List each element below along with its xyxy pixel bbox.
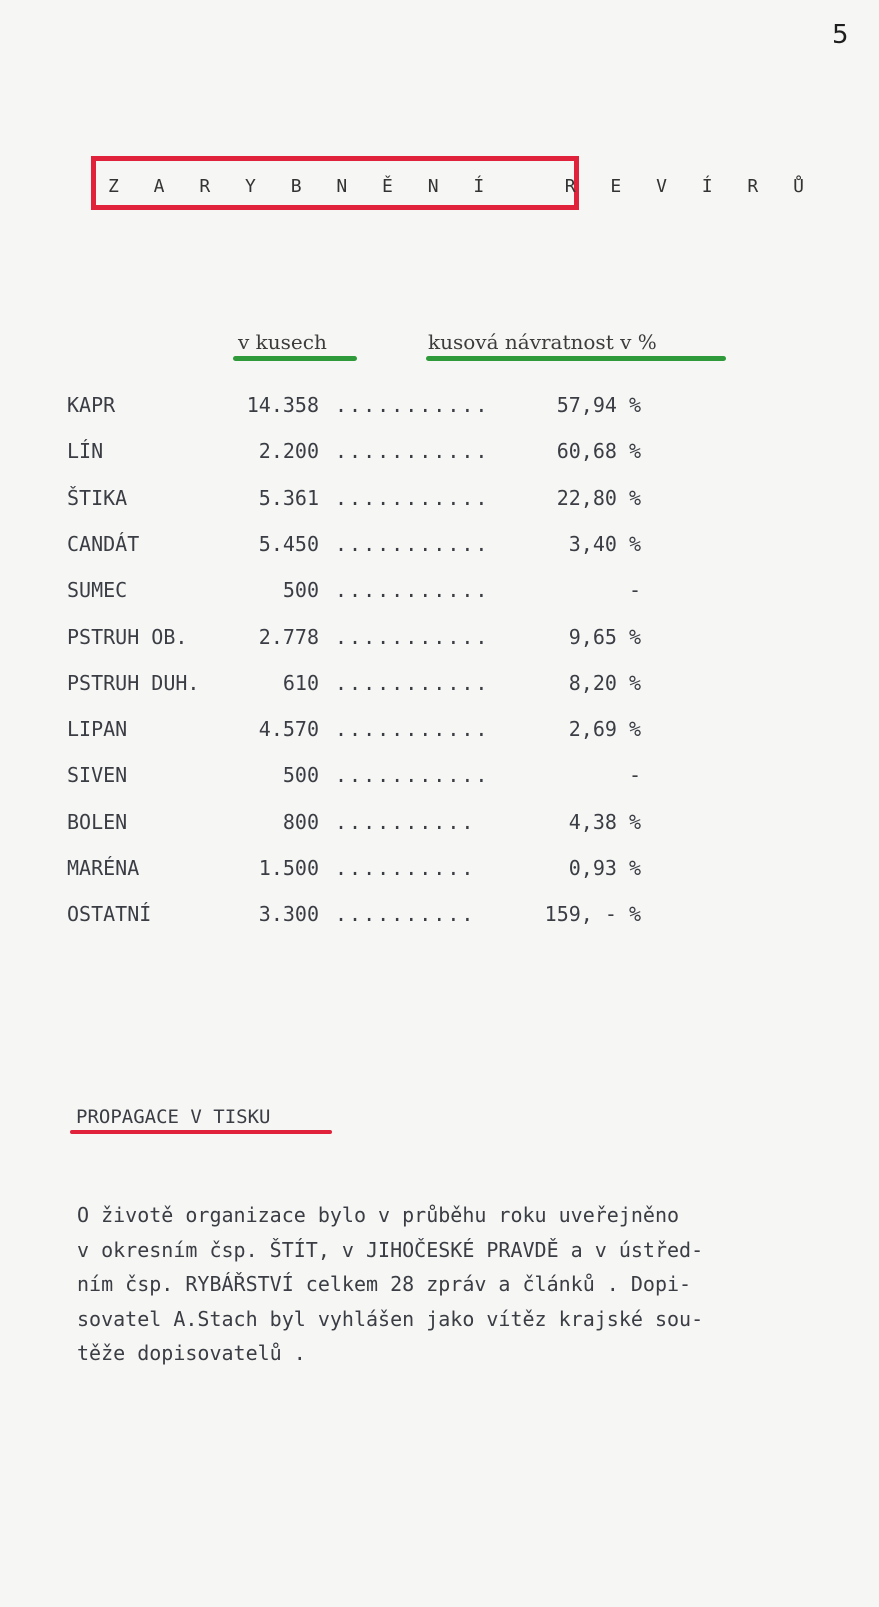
leader-dots: ........... <box>335 763 490 788</box>
header-return-underline <box>426 356 726 361</box>
table-row <box>0 439 879 469</box>
leader-dots: ........... <box>335 717 490 742</box>
fish-name: ŠTIKA <box>67 485 128 510</box>
table-row <box>0 625 879 655</box>
leader-dots: ........... <box>335 670 490 695</box>
fish-name: LIPAN <box>67 717 128 742</box>
table-row <box>0 902 879 932</box>
leader-dots: ........... <box>335 531 490 556</box>
stocked-count: 500 <box>282 578 319 603</box>
page-title: Z A R Y B N Ě N Í R E V Í R Ů <box>108 176 816 197</box>
table-row <box>0 763 879 793</box>
table-row <box>0 810 879 840</box>
fish-name: MARÉNA <box>67 856 140 880</box>
stocked-count: 5.450 <box>258 531 319 556</box>
leader-dots: ........... <box>335 485 490 510</box>
leader-dots: .......... <box>335 809 476 834</box>
leader-dots: ........... <box>335 439 490 464</box>
return-percent: 0,93 % <box>568 856 641 880</box>
paragraph-line: O životě organizace bylo v průběhu roku uveřejněno <box>77 1203 680 1227</box>
section-title-underline <box>70 1130 332 1134</box>
return-percent: 57,94 % <box>556 393 641 417</box>
header-count: v kusech <box>238 330 327 354</box>
leader-dots: ........... <box>335 393 490 417</box>
table-row <box>0 671 879 701</box>
leader-dots: .......... <box>335 902 476 927</box>
return-percent: - <box>628 763 641 788</box>
section-title: PROPAGACE V TISKU <box>76 1106 271 1128</box>
return-percent: 159, - % <box>544 902 641 927</box>
table-row <box>0 486 879 516</box>
return-percent: 60,68 % <box>556 439 641 464</box>
fish-name: KAPR <box>67 393 116 417</box>
leader-dots: ........... <box>335 624 490 649</box>
fish-name: SUMEC <box>67 578 128 603</box>
fish-name: PSTRUH DUH. <box>67 670 200 695</box>
fish-name: BOLEN <box>67 809 128 834</box>
stocked-count: 1.500 <box>258 856 319 880</box>
fish-name: LÍN <box>67 439 104 464</box>
stocked-count: 2.200 <box>258 439 319 464</box>
table-row <box>0 578 879 608</box>
stocked-count: 5.361 <box>258 485 319 510</box>
table-row <box>0 393 879 423</box>
header-count-underline <box>233 356 357 361</box>
fish-name: OSTATNÍ <box>67 902 152 927</box>
fish-name: CANDÁT <box>67 531 140 556</box>
stocked-count: 800 <box>282 809 319 834</box>
stocked-count: 610 <box>282 670 319 695</box>
return-percent: 8,20 % <box>568 670 641 695</box>
fish-name: PSTRUH OB. <box>67 624 188 649</box>
return-percent: 2,69 % <box>568 717 641 742</box>
return-percent: - <box>628 578 641 603</box>
table-row <box>0 532 879 562</box>
paragraph-line: těže dopisovatelů . <box>77 1341 306 1365</box>
section-paragraph <box>77 1198 857 1371</box>
page-number: 5 <box>832 20 849 50</box>
stocked-count: 14.358 <box>246 393 319 417</box>
paragraph-line: v okresním čsp. ŠTÍT, v JIHOČESKÉ PRAVDĚ a v ústřed- <box>77 1237 704 1262</box>
paragraph-line: ním čsp. RYBÁŘSTVÍ celkem 28 zpráv a článků . Dopi- <box>77 1272 692 1296</box>
stocked-count: 2.778 <box>258 624 319 649</box>
stocked-count: 500 <box>282 763 319 788</box>
fish-name: SIVEN <box>67 763 128 788</box>
paragraph-line: sovatel A.Stach byl vyhlášen jako vítěz krajské sou- <box>77 1306 704 1331</box>
table-row <box>0 856 879 886</box>
return-percent: 9,65 % <box>568 624 641 649</box>
table-row <box>0 717 879 747</box>
return-percent: 3,40 % <box>568 531 641 556</box>
header-return: kusová návratnost v % <box>428 330 657 354</box>
return-percent: 4,38 % <box>568 809 641 834</box>
stocked-count: 4.570 <box>258 717 319 742</box>
stocked-count: 3.300 <box>258 902 319 927</box>
leader-dots: .......... <box>335 856 476 880</box>
return-percent: 22,80 % <box>556 485 641 510</box>
leader-dots: ........... <box>335 578 490 603</box>
